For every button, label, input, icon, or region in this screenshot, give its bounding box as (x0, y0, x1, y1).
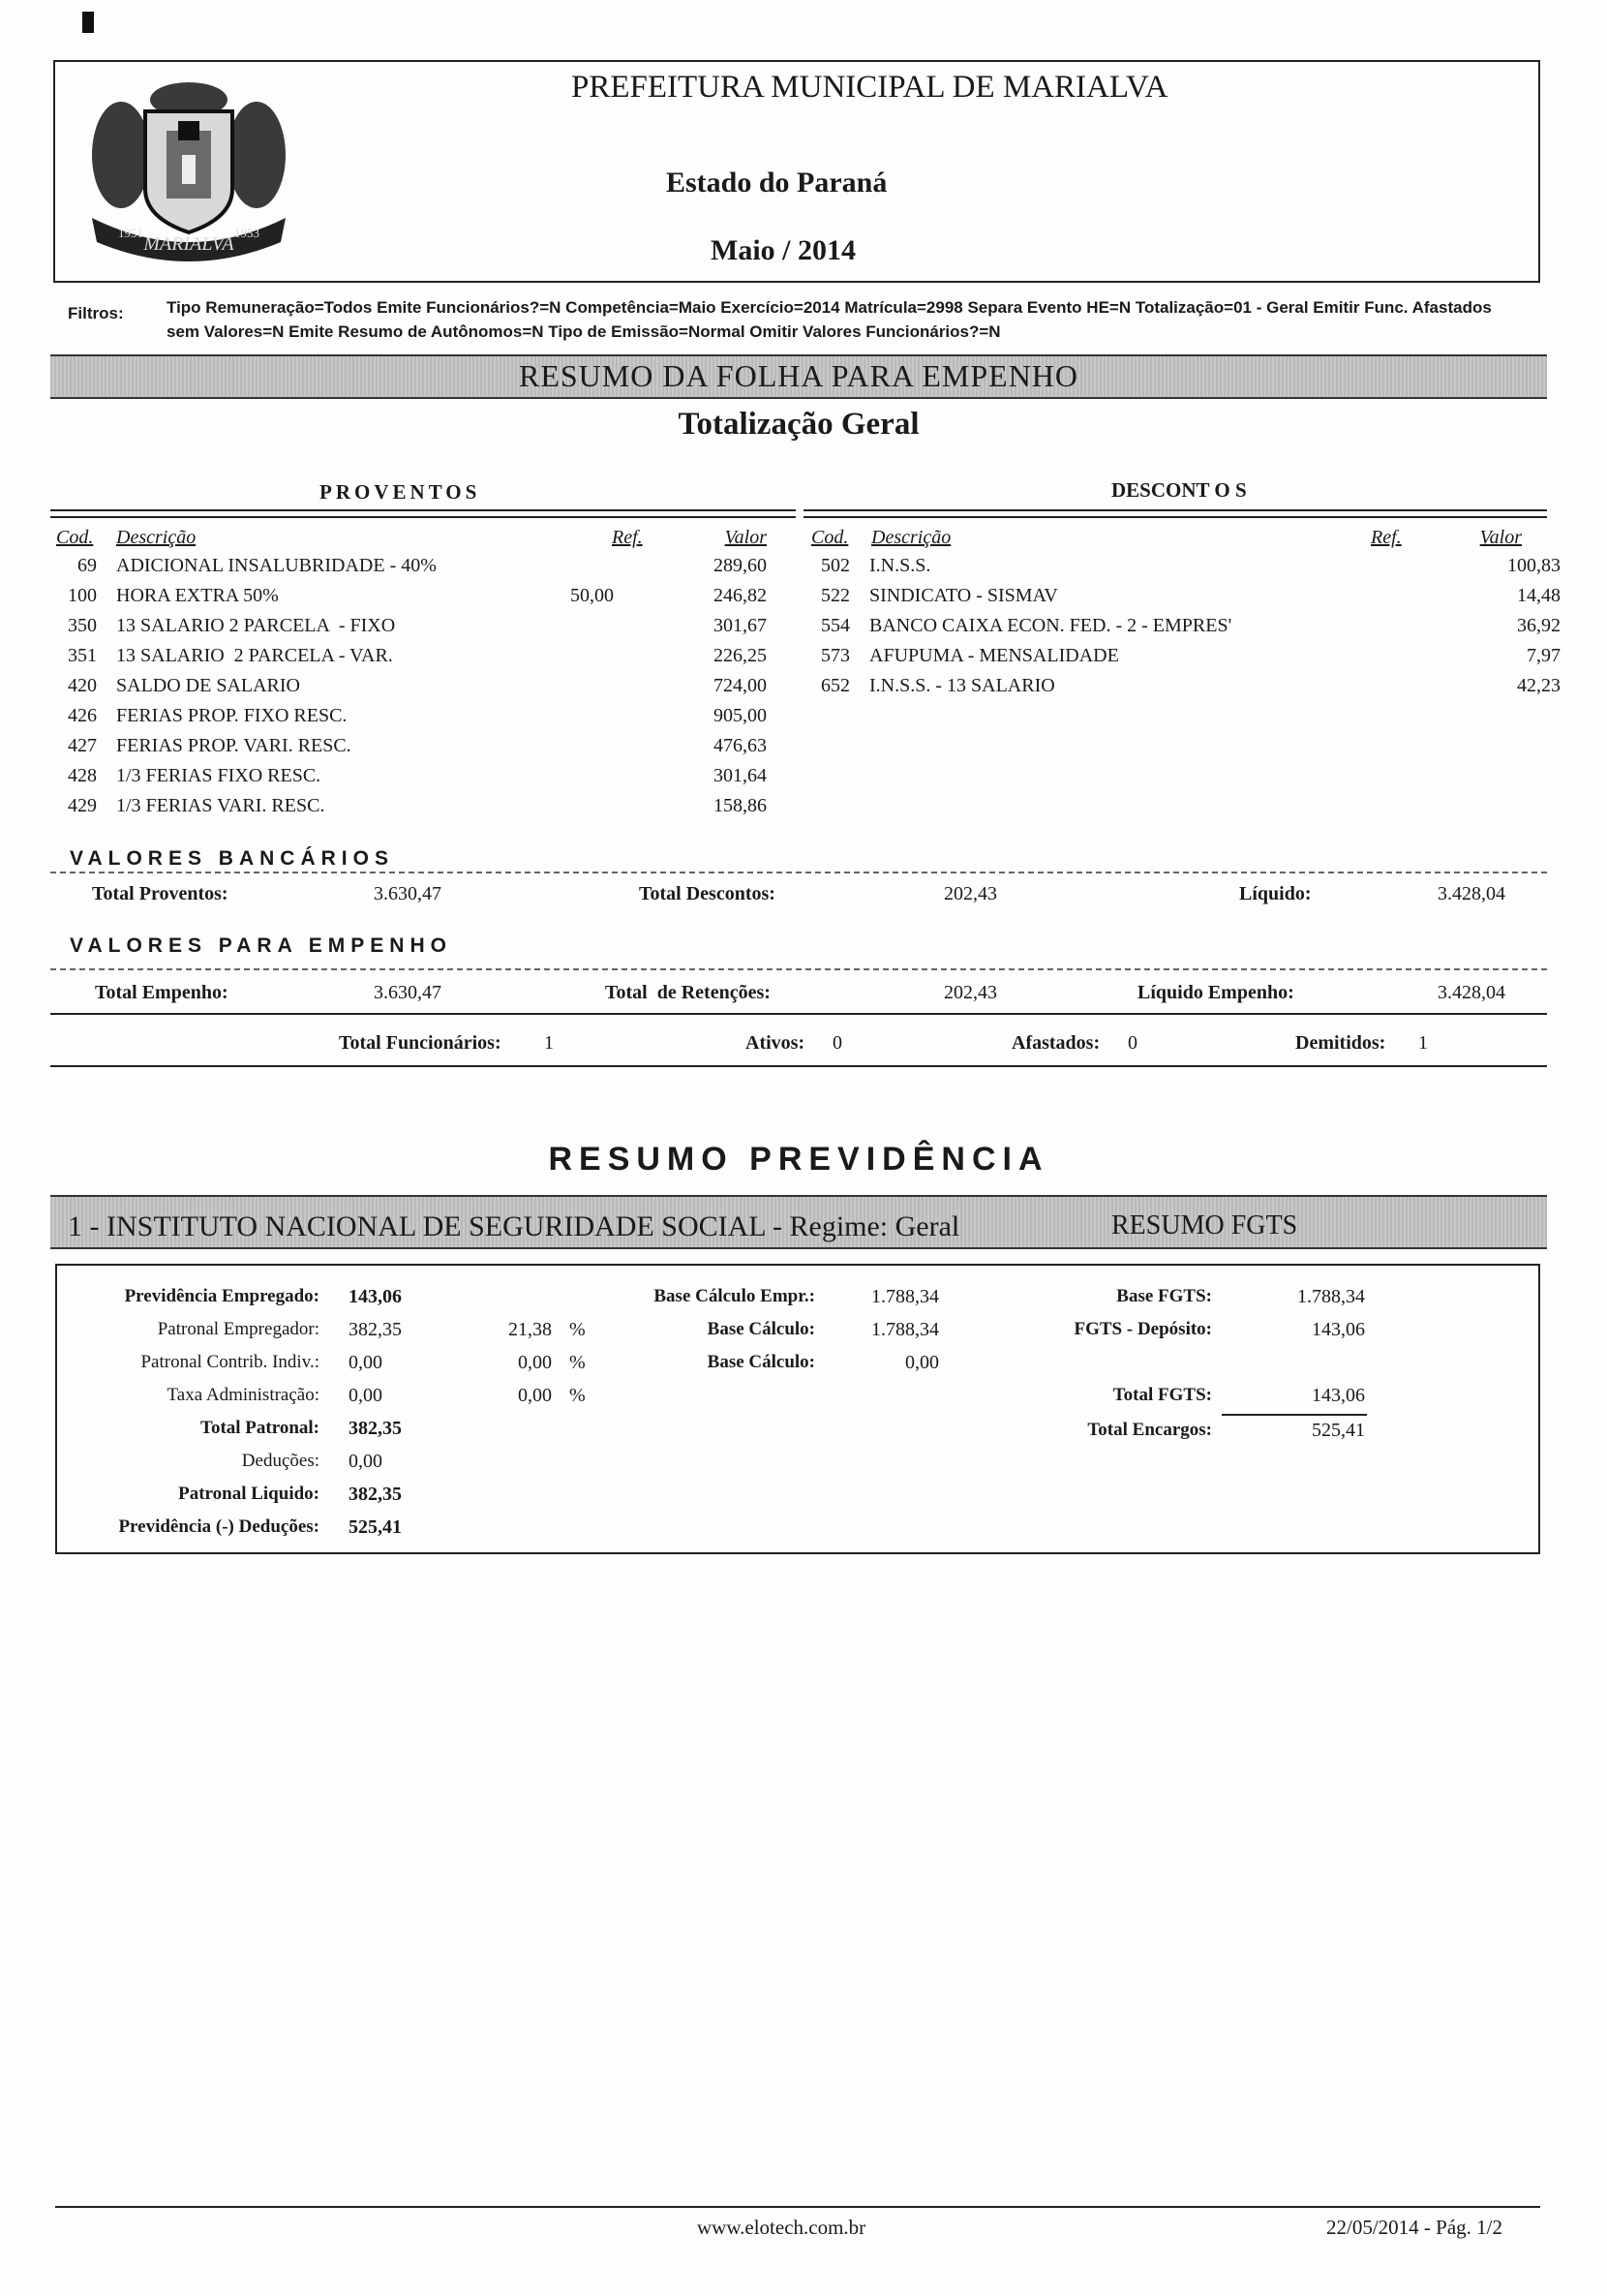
total-retencoes-label: Total de Retenções: (605, 982, 771, 1003)
footer-url[interactable]: www.elotech.com.br (697, 2216, 866, 2239)
row-cod: 573 (821, 645, 850, 666)
row-valor: 246,82 (713, 585, 767, 606)
descontos-table (804, 555, 1561, 705)
liquido-empenho-value: 3.428,04 (1438, 982, 1505, 1003)
table-row (50, 585, 796, 615)
descontos-header-cod: Cod. (811, 527, 849, 548)
total-descontos-value: 202,43 (944, 883, 997, 904)
row-description: AFUPUMA - MENSALIDADE (869, 645, 1119, 666)
row-description: FERIAS PROP. VARI. RESC. (116, 735, 351, 756)
fgts-heading: RESUMO FGTS (1111, 1210, 1298, 1240)
base-value: 0,00 (905, 1352, 939, 1373)
proventos-header-valor: Valor (724, 527, 767, 548)
row-valor: 14,48 (1517, 585, 1561, 606)
table-row (50, 765, 796, 795)
funcionarios-rule-bottom (50, 1065, 1547, 1067)
previdencia-line: Deduções: 0,00 (58, 1451, 465, 1484)
row-description: FERIAS PROP. FIXO RESC. (116, 705, 348, 726)
scan-mark (82, 12, 94, 33)
descontos-header-ref: Ref. (1371, 527, 1402, 548)
crest-ribbon-text: MARIALVA (143, 233, 234, 255)
descontos-rule-top (804, 509, 1547, 511)
descontos-rule-top-2 (804, 516, 1547, 518)
row-valor: 158,86 (713, 795, 767, 816)
percent-unit: % (569, 1352, 586, 1373)
row-description: SINDICATO - SISMAV (869, 585, 1058, 606)
filters-label: Filtros: (68, 304, 124, 322)
proventos-header-cod: Cod. (56, 527, 94, 548)
proventos-rule-top (50, 509, 796, 511)
total-funcionarios-label: Total Funcionários: (339, 1032, 501, 1054)
percent-unit: % (569, 1385, 586, 1406)
total-encargos-value: 525,41 (1312, 1420, 1365, 1441)
bancarios-heading: VALORES BANCÁRIOS (70, 847, 394, 870)
state-name: Estado do Paraná (666, 167, 888, 199)
table-row (50, 645, 796, 675)
total-fgts-label: Total FGTS: (1112, 1385, 1212, 1405)
previdencia-line: Patronal Liquido: 382,35 (58, 1484, 465, 1516)
filters-text: Tipo Remuneração=Todos Emite Funcionários?=N Competência=Maio Exercício=2014 Matrícula=2998 Separa Evento HE=N Totalização=01 - Geral Emitir Func. Afastados sem Valores=N Emite Resumo de Autônomos=N Tipo de Emissão=Normal Omitir Valores Funcionários?=N (167, 298, 1492, 341)
table-row (50, 555, 796, 585)
total-fgts-value: 143,06 (1312, 1385, 1365, 1406)
table-row (50, 675, 796, 705)
proventos-header-desc: Descrição (116, 527, 197, 548)
previdencia-line: Taxa Administração: 0,00 (58, 1385, 465, 1418)
row-description: ADICIONAL INSALUBRIDADE - 40% (116, 555, 437, 576)
table-row (804, 555, 1561, 585)
previdencia-label: Patronal Contrib. Indiv.: (140, 1352, 319, 1372)
previdencia-line: Total Patronal: 382,35 (58, 1418, 465, 1451)
percent-value: 0,00 (518, 1352, 552, 1373)
table-row (804, 645, 1561, 675)
base-fgts-label: Base FGTS: (1116, 1286, 1212, 1306)
descontos-header-valor: Valor (1479, 527, 1522, 548)
previdencia-label: Total Patronal: (200, 1418, 319, 1438)
row-cod: 426 (68, 705, 97, 726)
row-cod: 69 (77, 555, 97, 576)
descontos-heading: DESCONT O S (1111, 478, 1247, 502)
liquido-empenho-label: Líquido Empenho: (1137, 982, 1294, 1003)
row-cod: 420 (68, 675, 97, 696)
previdencia-line: Previdência Empregado: 143,06 (58, 1286, 465, 1319)
previdencia-label: Deduções: (241, 1451, 319, 1471)
base-label: Base Cálculo: (707, 1352, 815, 1372)
percent-value: 0,00 (518, 1385, 552, 1406)
report-title: RESUMO DA FOLHA PARA EMPENHO (518, 358, 1079, 393)
row-valor: 226,25 (713, 645, 767, 666)
previdencia-line: Patronal Contrib. Indiv.: 0,00 (58, 1352, 465, 1385)
row-valor: 301,67 (713, 615, 767, 636)
base-label: Base Cálculo: (707, 1319, 815, 1339)
total-encargos-label: Total Encargos: (1087, 1420, 1212, 1440)
ativos-value: 0 (833, 1032, 842, 1054)
proventos-heading: PROVENTOS (319, 480, 481, 504)
base-line (561, 1319, 949, 1352)
org-name: PREFEITURA MUNICIPAL DE MARIALVA (571, 70, 1168, 105)
report-subtitle: Totalização Geral (678, 407, 920, 442)
row-description: 1/3 FERIAS FIXO RESC. (116, 765, 321, 786)
row-valor: 724,00 (713, 675, 767, 696)
total-proventos-label: Total Proventos: (92, 883, 228, 904)
percent-line (484, 1385, 610, 1418)
row-valor: 100,83 (1507, 555, 1561, 576)
row-description: 13 SALARIO 2 PARCELA - FIXO (116, 615, 396, 636)
proventos-header-ref: Ref. (612, 527, 643, 548)
row-valor: 301,64 (713, 765, 767, 786)
footer-rule (55, 2206, 1540, 2208)
row-valor: 476,63 (713, 735, 767, 756)
row-description: BANCO CAIXA ECON. FED. - 2 - EMPRES' (869, 615, 1232, 636)
total-empenho-value: 3.630,47 (374, 982, 441, 1003)
base-value: 1.788,34 (871, 1319, 939, 1340)
base-line (561, 1286, 949, 1319)
afastados-value: 0 (1128, 1032, 1137, 1054)
row-cod: 652 (821, 675, 850, 696)
afastados-label: Afastados: (1012, 1032, 1101, 1054)
percent-value: 21,38 (508, 1319, 552, 1340)
liquido-label: Líquido: (1239, 883, 1312, 904)
base-label: Base Cálculo Empr.: (653, 1286, 815, 1306)
row-valor: 36,92 (1517, 615, 1561, 636)
previdencia-label: Previdência (-) Deduções: (118, 1516, 319, 1537)
row-valor: 905,00 (713, 705, 767, 726)
municipal-crest-logo (77, 73, 300, 266)
empenho-heading: VALORES PARA EMPENHO (70, 934, 452, 957)
base-line (561, 1352, 949, 1385)
descontos-header-desc: Descrição (871, 527, 952, 548)
percent-unit: % (569, 1319, 586, 1340)
row-description: 1/3 FERIAS VARI. RESC. (116, 795, 325, 816)
row-cod: 351 (68, 645, 97, 666)
table-row (50, 795, 796, 825)
bancarios-dashed-rule (50, 872, 1547, 873)
row-description: I.N.S.S. (869, 555, 931, 576)
row-description: 13 SALARIO 2 PARCELA - VAR. (116, 645, 393, 666)
previdencia-line: Previdência (-) Deduções: 525,41 (58, 1516, 465, 1549)
row-valor: 7,97 (1527, 645, 1561, 666)
previdencia-bases-column (561, 1286, 949, 1385)
previdencia-label: Patronal Empregador: (157, 1319, 319, 1339)
empenho-dashed-rule (50, 968, 1547, 970)
total-descontos-label: Total Descontos: (639, 883, 775, 904)
crest-year-right: 1953 (234, 226, 259, 240)
fgts-total-rule (1222, 1414, 1367, 1416)
row-cod: 427 (68, 735, 97, 756)
previdencia-line: Patronal Empregador: 382,35 (58, 1319, 465, 1352)
proventos-rule-top-2 (50, 516, 796, 518)
previdencia-label: Previdência Empregado: (124, 1286, 319, 1306)
row-cod: 100 (68, 585, 97, 606)
row-description: SALDO DE SALARIO (116, 675, 300, 696)
demitidos-label: Demitidos: (1295, 1032, 1386, 1054)
table-row (50, 705, 796, 735)
row-cod: 350 (68, 615, 97, 636)
table-row (50, 735, 796, 765)
previdencia-left-column (58, 1286, 465, 1549)
row-valor: 42,23 (1517, 675, 1561, 696)
previdencia-title: RESUMO PREVIDÊNCIA (548, 1141, 1049, 1178)
demitidos-value: 1 (1418, 1032, 1428, 1054)
proventos-table (50, 555, 796, 825)
row-cod: 428 (68, 765, 97, 786)
row-cod: 554 (821, 615, 850, 636)
total-empenho-label: Total Empenho: (95, 982, 228, 1003)
previdencia-regime: 1 - INSTITUTO NACIONAL DE SEGURIDADE SOCIAL - Regime: Geral (68, 1210, 960, 1242)
table-row (804, 675, 1561, 705)
report-period: Maio / 2014 (711, 234, 856, 266)
base-value: 1.788,34 (871, 1286, 939, 1307)
row-description: HORA EXTRA 50% (116, 585, 279, 606)
row-cod: 429 (68, 795, 97, 816)
crest-year-left: 1951 (118, 226, 143, 240)
base-fgts-value: 1.788,34 (1297, 1286, 1365, 1307)
total-funcionarios-value: 1 (544, 1032, 554, 1054)
fgts-deposito-label: FGTS - Depósito: (1074, 1319, 1212, 1339)
row-cod: 522 (821, 585, 850, 606)
footer-date-page: 22/05/2014 - Pág. 1/2 (1326, 2216, 1502, 2239)
previdencia-label: Patronal Liquido: (178, 1484, 319, 1504)
fgts-deposito-value: 143,06 (1312, 1319, 1365, 1340)
table-row (50, 615, 796, 645)
total-proventos-value: 3.630,47 (374, 883, 441, 904)
ativos-label: Ativos: (745, 1032, 805, 1054)
table-row (804, 615, 1561, 645)
total-retencoes-value: 202,43 (944, 982, 997, 1003)
empenho-rule-bottom (50, 1013, 1547, 1015)
row-ref: 50,00 (570, 585, 614, 606)
liquido-value: 3.428,04 (1438, 883, 1505, 904)
previdencia-label: Taxa Administração: (167, 1385, 319, 1405)
table-row (804, 585, 1561, 615)
row-valor: 289,60 (713, 555, 767, 576)
row-description: I.N.S.S. - 13 SALARIO (869, 675, 1055, 696)
row-cod: 502 (821, 555, 850, 576)
